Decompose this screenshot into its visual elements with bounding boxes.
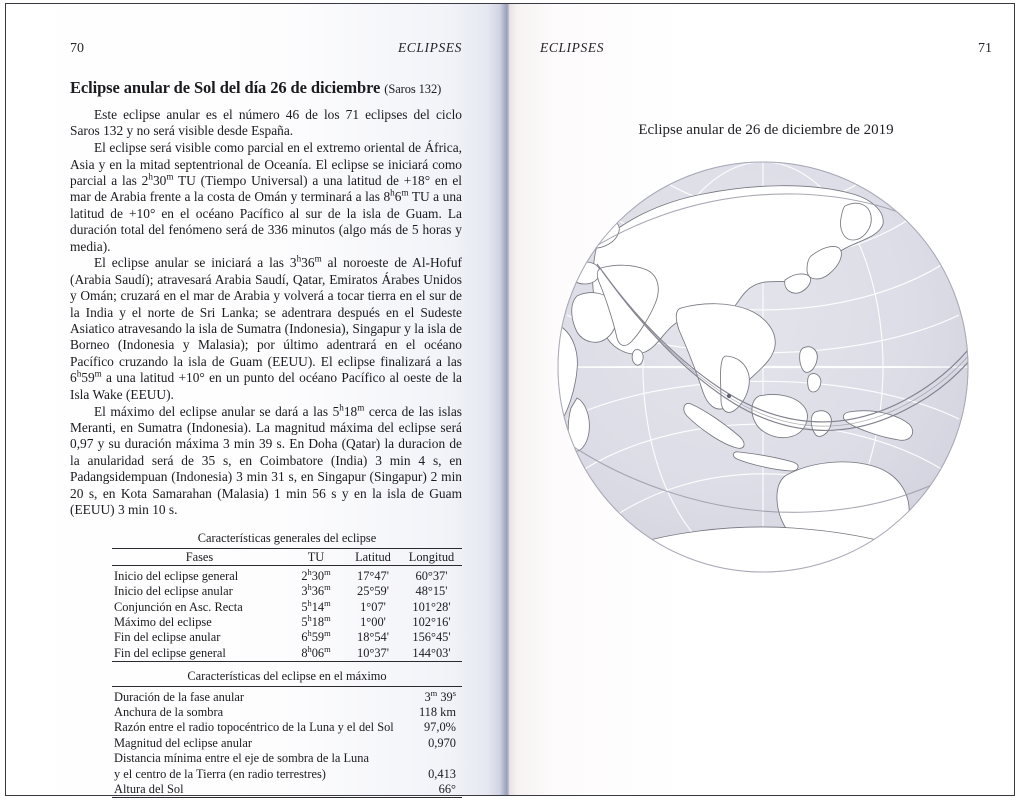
cell-longitud: 102°16'	[412, 614, 451, 629]
table-maximum-wrap	[70, 669, 462, 798]
table-general-head	[112, 549, 462, 565]
table-row	[112, 599, 462, 614]
cell-value: 0,970	[428, 735, 456, 750]
land-new-zealand	[935, 518, 947, 537]
cell-longitud: 60°37'	[415, 568, 448, 583]
cell-label: Razón entre el radio topocéntrico de la Luna y el del Sol	[114, 720, 394, 735]
cell-value	[416, 751, 462, 766]
table-general-wrap	[70, 531, 462, 661]
table-row	[112, 705, 462, 720]
land-sri-lanka	[632, 350, 643, 366]
cell-fase: Fin del eclipse anular	[114, 630, 221, 645]
cell-longitud: 144°03'	[401, 645, 462, 661]
cell-fase: Inicio del eclipse general	[114, 568, 239, 583]
table-row	[112, 782, 462, 798]
cell-longitud: 48°15'	[415, 584, 448, 599]
left-page-content	[70, 40, 462, 798]
table-row	[112, 584, 462, 599]
table-row	[112, 630, 462, 645]
globe-figure	[553, 160, 977, 580]
table-row	[112, 751, 462, 766]
cell-label: Distancia mínima entre el eje de sombra de la Luna	[114, 751, 369, 766]
folio-right: 71	[978, 41, 992, 56]
cell-value: 0,413	[428, 766, 456, 781]
table-row	[112, 645, 462, 661]
table-maximum	[112, 669, 462, 798]
col-header-fases: Fases	[112, 549, 287, 565]
col-header-tu: TU	[287, 549, 345, 565]
cell-value: 118 km	[418, 705, 456, 720]
cell-tu: 3$^h$36$^m$	[301, 582, 331, 599]
cell-latitud: 10°37'	[345, 645, 401, 661]
globe-orthographic-icon	[553, 160, 977, 580]
table-maximum-caption: Características del eclipse en el máximo	[187, 668, 387, 683]
table-row	[112, 686, 462, 704]
table-row	[112, 735, 462, 750]
cell-fase: Inicio del eclipse anular	[114, 584, 233, 599]
cell-label: Altura del Sol	[112, 782, 416, 798]
cell-tu: 5$^h$14$^m$	[301, 597, 331, 614]
paragraph-1	[70, 107, 462, 140]
paragraph-3-text: El eclipse anular se iniciará a las 3$^h$36$^m$ al noroeste de Al-Hofuf (Arabia Saudí); atravesará Arabia Saudí, Qatar, Emiratos Árabes Unidos y Omán; cruzará en el mar de Arabia y volverá a tocar tierra en el sur de la India y el norte de Sri Lanka; se adentrara después en el Sudeste Asiatico atravesando la isla de Sumatra (Indonesia), Singapur y la isla de Borneo (Indonesia y Malasia); por último adentrará en el océano Pacífico cruzando la isla de Guam (EEUU). El eclipse finalizará a las 6$^h$59$^m$ a una latitud +10° en un punto del océano Pacífico al oeste de la Isla Wake (EEUU).	[70, 253, 462, 402]
cell-tu: 8$^h$06$^m$	[287, 645, 345, 661]
cell-tu: 5$^h$18$^m$	[301, 612, 331, 629]
left-running-head	[70, 40, 462, 60]
land-tasmania	[869, 564, 883, 578]
cell-latitud: 25°59'	[357, 584, 389, 599]
page-title	[70, 78, 462, 98]
right-page-content	[540, 40, 992, 139]
table-general-caption: Características generales del eclipse	[197, 531, 377, 546]
table-general-body	[112, 565, 462, 661]
cell-fase: Conjunción en Asc. Recta	[114, 599, 243, 614]
table-general	[112, 531, 462, 661]
cell-fase: Máximo del eclipse	[114, 614, 212, 629]
paragraph-3	[70, 255, 462, 403]
table-maximum-body	[112, 686, 462, 797]
folio-left: 70	[70, 41, 84, 56]
paragraph-4-text: El máximo del eclipse anular se dará a las 5$^h$18$^m$ cerca de las islas Meranti, en Sumatra (Indonesia). La magnitud máxima del eclipse será 0,97 y su duración máxima 3 min 39 s. En Doha (Qatar) la duracion de la anularidad será de 35 s, en Coimbatore (India) 3 min 4 s, en Padangsidempuan (Indonesia) 3 min 31 s, en Singapur (Singapur) 2 min 20 s, en Kota Samarahan (Malasia) 1 min 56 s y en la isla de Guam (EEUU) 3 min 10 s.	[70, 402, 462, 518]
right-running-head	[540, 40, 992, 60]
paragraph-1-text: Este eclipse anular es el número 46 de los 71 eclipses del ciclo Saros 132 y no será visible desde España.	[70, 106, 462, 139]
table-row	[112, 766, 462, 781]
cell-value: 3$^m$ 39$^s$	[416, 686, 462, 704]
cell-longitud: 101°28'	[412, 599, 451, 614]
paragraph-4	[70, 404, 462, 519]
cell-label: Duración de la fase anular	[112, 686, 416, 704]
table-row	[112, 565, 462, 583]
section-title-text: Eclipse anular de Sol del día 26 de diciembre	[70, 78, 381, 97]
cell-latitud: 17°47'	[357, 568, 389, 583]
figure-title: Eclipse anular de 26 de diciembre de 2019	[638, 122, 894, 138]
cell-value: 66°	[416, 782, 462, 798]
table-header-row	[112, 549, 462, 565]
saros-note: (Saros 132)	[384, 82, 442, 96]
paragraph-2	[70, 140, 462, 255]
land-europe-w	[569, 262, 600, 284]
cell-fase: Fin del eclipse general	[112, 645, 287, 661]
paragraph-2-text: El eclipse será visible como parcial en el extremo oriental de África, Asia y en la mitad septentrional de Oceanía. El eclipse se iniciará como parcial a las 2$^h$30$^m$ TU (Tiempo Universal) a una latitud de +18° en el mar de Arabia frente a la costa de Omán y terminará a las 8$^h$6$^m$ TU a una latitud de +10° en el océano Pacífico al sur de la isla de Guam. La duración total del fenómeno será de 336 minutos (algo más de 5 horas y media).	[70, 140, 462, 254]
greatest-eclipse-marker	[727, 394, 731, 398]
running-title-left: ECLIPSES	[397, 40, 462, 55]
cell-tu: 2$^h$30$^m$	[301, 566, 331, 583]
cell-longitud: 156°45'	[412, 630, 451, 645]
running-title-right: ECLIPSES	[540, 40, 605, 55]
land-philippines-south	[808, 374, 821, 392]
cell-label: y el centro de la Tierra (en radio terrestres)	[114, 766, 326, 781]
cell-value: 97,0%	[423, 720, 456, 735]
cell-latitud: 18°54'	[357, 630, 389, 645]
cell-label: Magnitud del eclipse anular	[114, 735, 252, 750]
table-row	[112, 615, 462, 630]
cell-tu: 6$^h$59$^m$	[301, 628, 331, 645]
col-header-longitud: Longitud	[401, 549, 462, 565]
table-row	[112, 720, 462, 735]
cell-label: Anchura de la sombra	[114, 705, 224, 720]
cell-latitud: 1°07'	[360, 599, 386, 614]
col-header-latitud: Latitud	[345, 549, 401, 565]
cell-latitud: 1°00'	[360, 614, 386, 629]
